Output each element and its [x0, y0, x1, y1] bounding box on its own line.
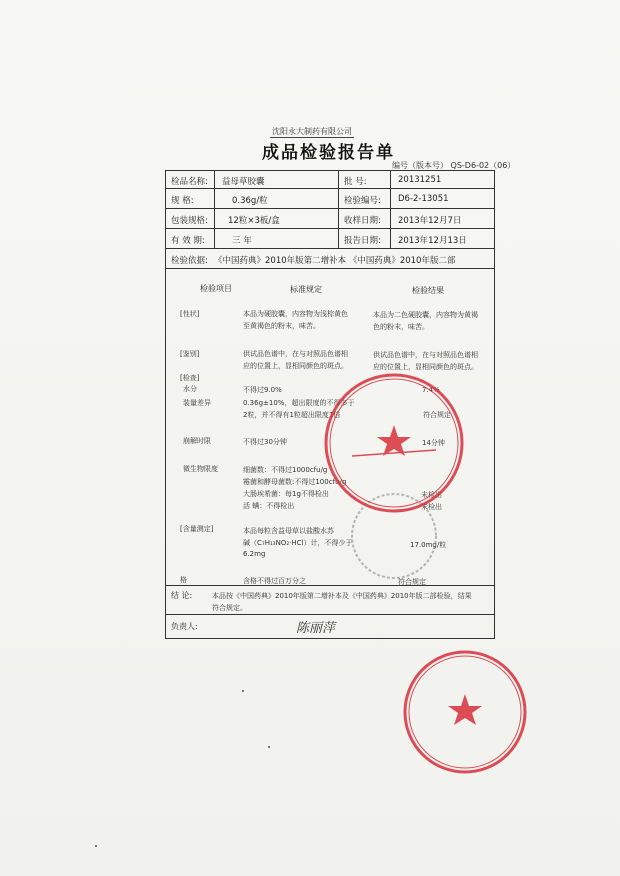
- row-item: 水分: [183, 385, 197, 393]
- col-header-item: 检验项目: [200, 284, 232, 293]
- col-header-standard: 标准规定: [290, 285, 322, 294]
- row-standard: 大肠埃希菌：每1g不得检出: [243, 490, 329, 498]
- row-standard: 碱（C₇H₁₃NO₂·HCl）计，不得少于: [243, 539, 353, 547]
- row-item: [鉴别]: [180, 350, 200, 358]
- row-item: 微生物限度: [183, 465, 218, 473]
- batch-label: 批 号:: [344, 177, 367, 187]
- product-value: 益母草胶囊: [222, 177, 265, 187]
- row-result: 未检出: [421, 491, 442, 499]
- row-result: 应的位置上，显相同颜色的斑点。: [373, 363, 478, 371]
- row-standard: 6.2mg: [243, 550, 266, 558]
- valid-value: 三 年: [232, 236, 252, 246]
- row-result: 符合规定: [423, 411, 451, 419]
- doc-number-value: QS-D6-02（06）: [450, 161, 516, 170]
- conclusion-label: 结 论:: [171, 591, 193, 600]
- conclusion-text: 本品按《中国药典》2010年版第二增补本及《中国药典》2010年版二部检验，结果: [212, 592, 472, 600]
- row-standard: 本品每粒含益母草以盐酸水苏: [243, 527, 334, 535]
- row-standard: 霉菌和酵母菌数:不得过100cfu/g: [243, 478, 347, 486]
- spec-label: 规 格:: [171, 196, 194, 206]
- recv-value: 2013年12月7日: [398, 216, 462, 226]
- row-result: 7.4%: [422, 386, 440, 394]
- row-standard: 不得过9.0%: [243, 386, 282, 394]
- spec-value: 0.36g/粒: [232, 196, 268, 206]
- row-standard: 0.36g±10%，超出限度的不得多于: [243, 399, 355, 407]
- row-item: [检查]: [180, 374, 200, 382]
- basis-value: 《中国药典》2010年版第二增补本 《中国药典》2010年版二部: [214, 256, 456, 266]
- speck: [242, 690, 244, 692]
- row-item: 格: [180, 576, 187, 584]
- row-item: 崩解时限: [183, 437, 211, 445]
- row-standard: 2粒，并不得有1粒超出限度1倍: [243, 411, 341, 419]
- row-result: 供试品色谱中，在与对照品色谱相: [373, 351, 478, 359]
- row-standard: 至黄褐色的粉末，味苦。: [243, 322, 320, 330]
- speck: [268, 746, 270, 748]
- page-title: 成品检验报告单: [262, 143, 395, 163]
- col-header-result: 检验结果: [412, 286, 444, 295]
- row-standard: 含格不得过百万分之: [243, 577, 306, 585]
- responsible-label: 负责人:: [171, 622, 198, 631]
- testno-label: 检验编号:: [344, 196, 381, 206]
- row-standard: 活 螨：不得检出: [243, 502, 295, 510]
- row-standard: 细菌数：不得过1000cfu/g: [243, 466, 328, 474]
- row-item: [含量测定]: [180, 525, 214, 533]
- row-item: 装量差异: [183, 399, 211, 407]
- signature: 陈丽萍: [296, 621, 336, 636]
- row-result: 符合规定: [398, 578, 426, 586]
- row-result: 本品为二色硬胶囊，内容物为黄褐: [373, 311, 478, 319]
- report-value: 2013年12月13日: [398, 236, 467, 246]
- row-result: 17.0mg/粒: [410, 541, 447, 549]
- row-standard: 本品为硬胶囊，内容物为浅棕黄色: [243, 310, 348, 318]
- basis-label: 检验依据:: [171, 256, 208, 266]
- pack-label: 包装规格:: [171, 216, 208, 226]
- conclusion-text: 符合规定。: [212, 604, 247, 612]
- row-result: 色的粉末，味苦。: [373, 323, 429, 331]
- row-result: 14分钟: [422, 439, 445, 447]
- quality-seal-stamp: [405, 652, 525, 772]
- batch-value: 20131251: [398, 175, 442, 185]
- row-result: 未检出: [421, 503, 442, 511]
- row-item: [性状]: [180, 310, 200, 318]
- report-label: 报告日期:: [344, 236, 381, 246]
- company-seal-stamp: [326, 375, 462, 511]
- row-standard: 供试品色谱中，在与对照品色谱相: [243, 350, 348, 358]
- company-name: 沈阳永大制药有限公司: [272, 127, 352, 136]
- recv-label: 收样日期:: [344, 216, 381, 226]
- row-standard: 不得过30分钟: [243, 438, 287, 446]
- pack-value: 12粒×3板/盒: [228, 216, 280, 226]
- product-label: 检品名称:: [171, 177, 208, 187]
- row-standard: 应的位置上，显相同颜色的斑点。: [243, 362, 348, 370]
- valid-label: 有 效 期:: [171, 236, 205, 246]
- speck: [95, 845, 97, 847]
- doc-number-label: 编号（版本号）: [392, 161, 448, 170]
- testno-value: D6-2-13051: [398, 194, 449, 204]
